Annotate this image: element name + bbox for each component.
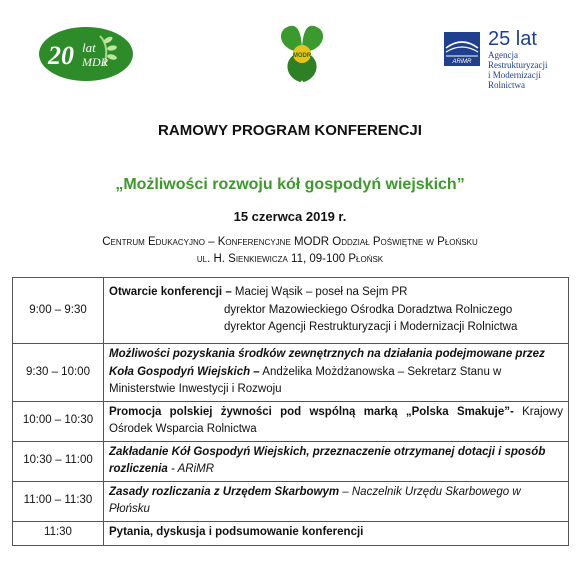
agenda-speaker-extra: dyrektor Agencji Restrukturyzacji i Modernizacji Rolnictwa: [224, 321, 518, 334]
conference-subtitle: „Możliwości rozwoju kół gospodyń wiejskich”: [115, 176, 465, 193]
logo-left-number: 20: [48, 41, 74, 70]
time-cell: 10:30 – 11:00: [13, 441, 104, 481]
agenda-title: Pytania, dyskusja i podsumowanie konferencji: [109, 526, 364, 539]
agenda-speaker: – Naczelnik Urzędu Skarbowego w Płońsku: [109, 485, 521, 515]
time-cell: 11:00 – 11:30: [13, 481, 104, 521]
program-table: [12, 277, 569, 546]
conference-venue: [0, 234, 580, 268]
arimr-logo: [444, 28, 574, 90]
time-cell: 9:30 – 10:00: [13, 344, 104, 402]
table-row: [13, 481, 569, 521]
table-row: [13, 278, 569, 344]
logo-bar: [0, 0, 580, 100]
agenda-cell: [104, 278, 569, 344]
agenda-cell: [104, 481, 569, 521]
logo-right-number: 25 lat: [488, 28, 537, 50]
table-row: [13, 344, 569, 402]
agenda-title: Promocja polskiej żywności pod wspólną marką „Polska Smakuje”-: [109, 405, 514, 418]
agenda-speaker: - ARiMR: [167, 463, 215, 475]
table-row: [13, 401, 569, 441]
agenda-title: Otwarcie konferencji –: [109, 286, 232, 299]
agenda-speaker: Maciej Wąsik – poseł na Sejm PR: [231, 286, 408, 299]
agenda-title: Zasady rozliczania z Urzędem Skarbowym: [109, 485, 340, 498]
conference-date: 15 czerwca 2019 r.: [233, 209, 347, 224]
agenda-speaker: Krajowy Ośrodek Wsparcia Rolnictwa: [109, 405, 563, 435]
logo-left-word: lat: [82, 40, 96, 55]
time-cell: 11:30: [13, 521, 104, 545]
logo-mid-abbr: MODR: [292, 53, 312, 59]
table-row: [13, 441, 569, 481]
modr-clover-logo: [270, 22, 334, 84]
document-title: RAMOWY PROGRAM KONFERENCJI: [158, 122, 422, 139]
agenda-title: Możliwości pozyskania środków zewnętrznych na działania podejmowane przez Koła Gospodyń Wiejskich –: [109, 348, 545, 378]
agenda-title: Zakładanie Kół Gospodyń Wiejskich, przeznaczenie otrzymanej dotacji i sposób rozliczenia: [109, 445, 546, 475]
table-row: [13, 521, 569, 545]
20-lat-mdr-logo: [38, 26, 134, 82]
agenda-cell: [104, 401, 569, 441]
venue-line-2: ul. H. Sienkiewicza 11, 09-100 Płońsk: [196, 253, 384, 265]
logo-left-abbr: MDR: [82, 55, 108, 69]
agenda-cell: [104, 441, 569, 481]
logo-right-line2: i Modernizacji Rolnictwa: [488, 70, 541, 90]
agenda-speaker: Andżelika Możdżanowska – Sekretarz Stanu w Ministerstwie Inwestycji i Rozwoju: [109, 365, 502, 395]
venue-line-1: Centrum Edukacyjno – Konferencyjne MODR Oddział Poświętne w Płońsku: [102, 236, 478, 248]
agenda-cell: [104, 344, 569, 402]
agenda-cell: [104, 521, 569, 545]
time-cell: 10:00 – 10:30: [13, 401, 104, 441]
agenda-speaker-extra: dyrektor Mazowieckiego Ośrodka Doradztwa Rolniczego: [224, 303, 513, 316]
logo-right-line1: Agencja Restrukturyzacji: [488, 50, 548, 70]
logo-right-abbr: ARiMR: [452, 59, 472, 65]
time-cell: 9:00 – 9:30: [13, 278, 104, 344]
